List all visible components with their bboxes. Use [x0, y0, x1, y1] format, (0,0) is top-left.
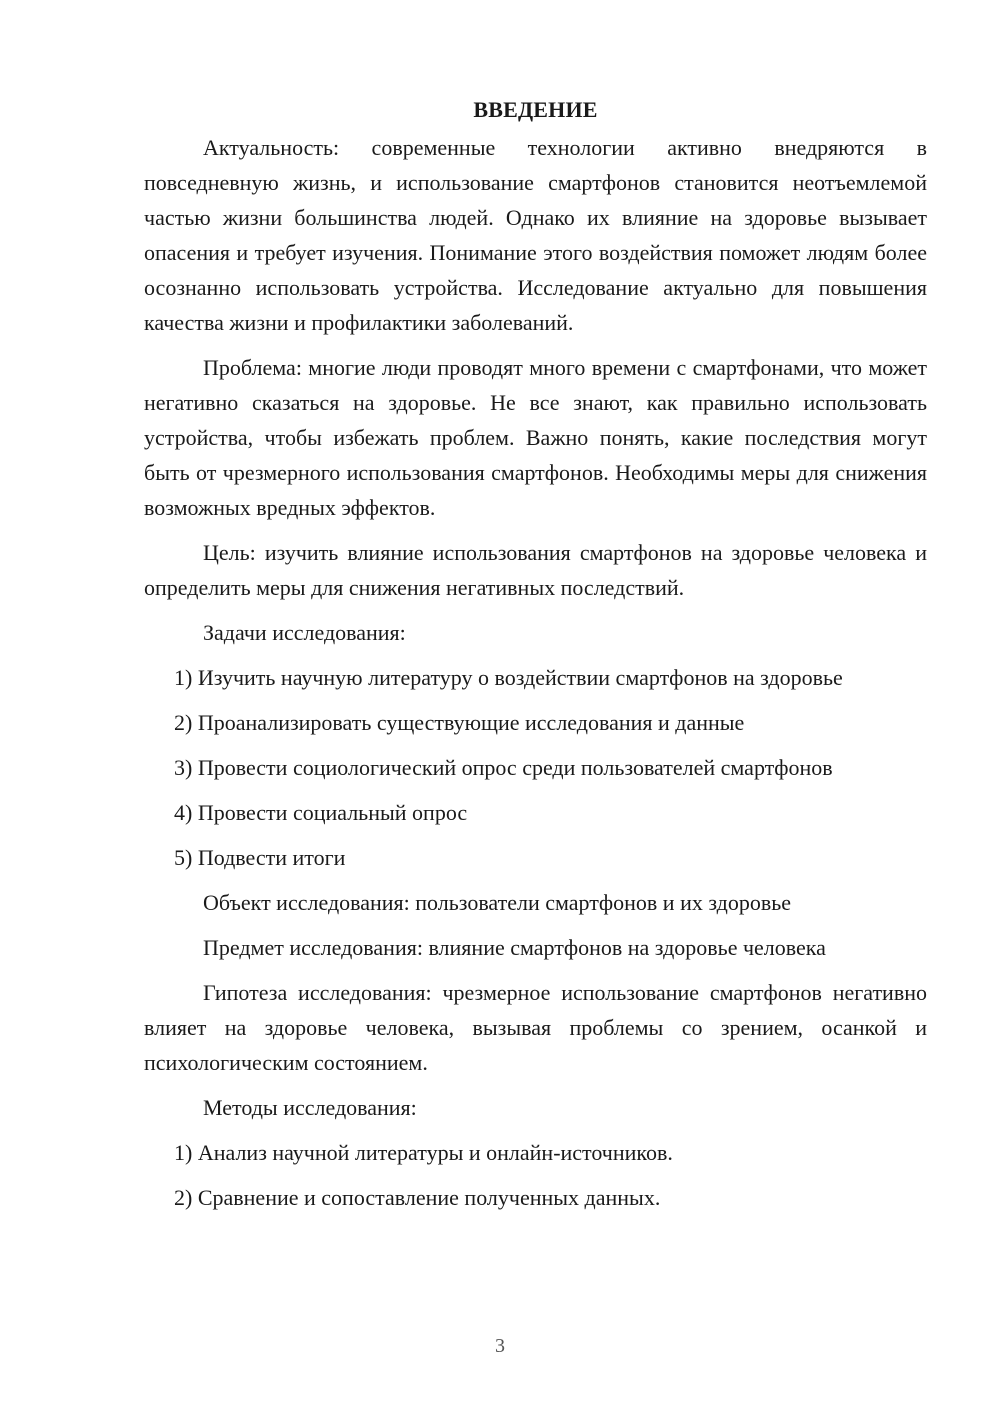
hypothesis-paragraph: Гипотеза исследования: чрезмерное использование смартфонов негативно влияет на здоровье человека, вызывая проблемы со зрением, осанкой и психологическим состоянием. [144, 980, 927, 1075]
tasks-heading: Задачи исследования: [203, 620, 406, 645]
method-item: 2) Сравнение и сопоставление полученных данных. [174, 1185, 661, 1210]
goal-paragraph: Цель: изучить влияние использования смартфонов на здоровье человека и определить меры для снижения негативных последствий. [144, 540, 927, 600]
problem-paragraph: Проблема: многие люди проводят много времени с смартфонами, что может негативно сказаться на здоровье. Не все знают, как правильно использовать устройства, чтобы избежать проблем. Важно понять, какие последствия могут быть от чрезмерного использования смартфонов. Необходимы меры для снижения возможных вредных эффектов. [144, 355, 927, 520]
section-title: ВВЕДЕНИЕ [473, 97, 598, 122]
object-paragraph: Объект исследования: пользователи смартфонов и их здоровье [203, 890, 792, 915]
relevance-paragraph: Актуальность: современные технологии активно внедряются в повседневную жизнь, и использование смартфонов становится неотъемлемой частью жизни большинства людей. Однако их влияние на здоровье вызывает опасения и требует изучения. Понимание этого воздействия поможет людям более осознанно использовать устройства. Исследование актуально для повышения качества жизни и профилактики заболеваний. [144, 135, 927, 335]
task-item: 1) Изучить научную литературу о воздействии смартфонов на здоровье [174, 665, 843, 690]
task-item: 4) Провести социальный опрос [174, 800, 468, 825]
page-number: 3 [495, 1335, 505, 1357]
document-page [144, 92, 927, 1225]
task-item: 3) Провести социологический опрос среди пользователей смартфонов [174, 755, 833, 780]
task-item: 2) Проанализировать существующие исследования и данные [174, 710, 745, 735]
methods-heading: Методы исследования: [203, 1095, 417, 1120]
task-item: 5) Подвести итоги [174, 845, 346, 870]
subject-paragraph: Предмет исследования: влияние смартфонов на здоровье человека [203, 935, 826, 960]
method-item: 1) Анализ научной литературы и онлайн-источников. [174, 1140, 673, 1165]
